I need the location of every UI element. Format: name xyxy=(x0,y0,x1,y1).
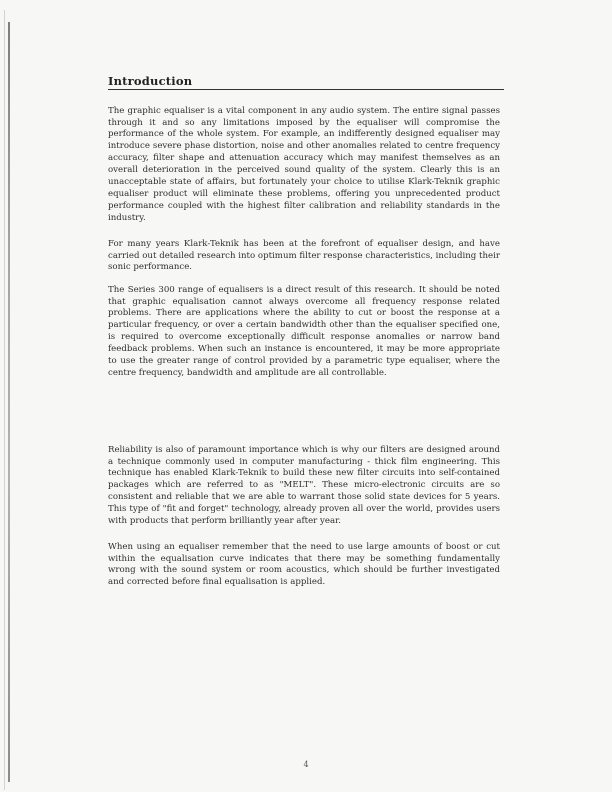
binding-edge xyxy=(8,22,10,782)
paragraph-reliability: Reliability is also of paramount importance which is why our filters are designed around a technique commonly used in computer manufacturing - thick film engineering. This technique has enabled Klark-Teknik to build these new filter circuits into self-contained packages which are referred to as "MELT". These micro-electronic circuits are so consistent and reliable that we are able to warrant those solid state devices for 5 years. This type of "fit and forget" technology, already proven all over the world, provides users with products that perform brilliantly year after year. xyxy=(108,444,500,527)
paragraph-equaliser-role: The graphic equaliser is a vital component in any audio system. The entire signal passes through it and so any limitations imposed by the equaliser will compromise the performance of the whole system. For example, an indifferently designed equaliser may introduce severe phase distortion, noise and other anomalies related to centre frequency accuracy, filter shape and attenuation accuracy which may manifest themselves as an overall deterioration in the perceived sound quality of the system. Clearly this is an unacceptable state of affairs, but fortunately your choice to utilise Klark-Teknik graphic equaliser product will eliminate these problems, offering you unprecedented product performance coupled with the highest filter calibration and reliability standards in the industry. xyxy=(108,105,500,223)
page-number: 4 xyxy=(303,760,309,769)
section-heading: Introduction xyxy=(108,74,193,88)
paragraph-series-300: The Series 300 range of equalisers is a direct result of this research. It should be noted that graphic equalisation cannot always overcome all frequency response related problems. There are applications where the ability to cut or boost the response at a particular frequency, or over a certain bandwidth other than the equaliser specified one, is required to overcome exceptionally difficult response anomalies or narrow band feedback problems. When such an instance is encountered, it may be more appropriate to use the greater range of control provided by a parametric type equaliser, where the centre frequency, bandwidth and amplitude are all controllable. xyxy=(108,284,500,378)
paragraph-usage-advice: When using an equaliser remember that the need to use large amounts of boost or cut within the equalisation curve indicates that there may be something fundamentally wrong with the sound system or room acoustics, which should be further investigated and corrected before final equalisation is applied. xyxy=(108,541,500,588)
binding-edge-shadow xyxy=(4,10,5,790)
paragraph-research: For many years Klark-Teknik has been at the forefront of equaliser design, and have carried out detailed research into optimum filter response characteristics, including their sonic performance. xyxy=(108,238,500,273)
heading-rule xyxy=(108,89,504,90)
